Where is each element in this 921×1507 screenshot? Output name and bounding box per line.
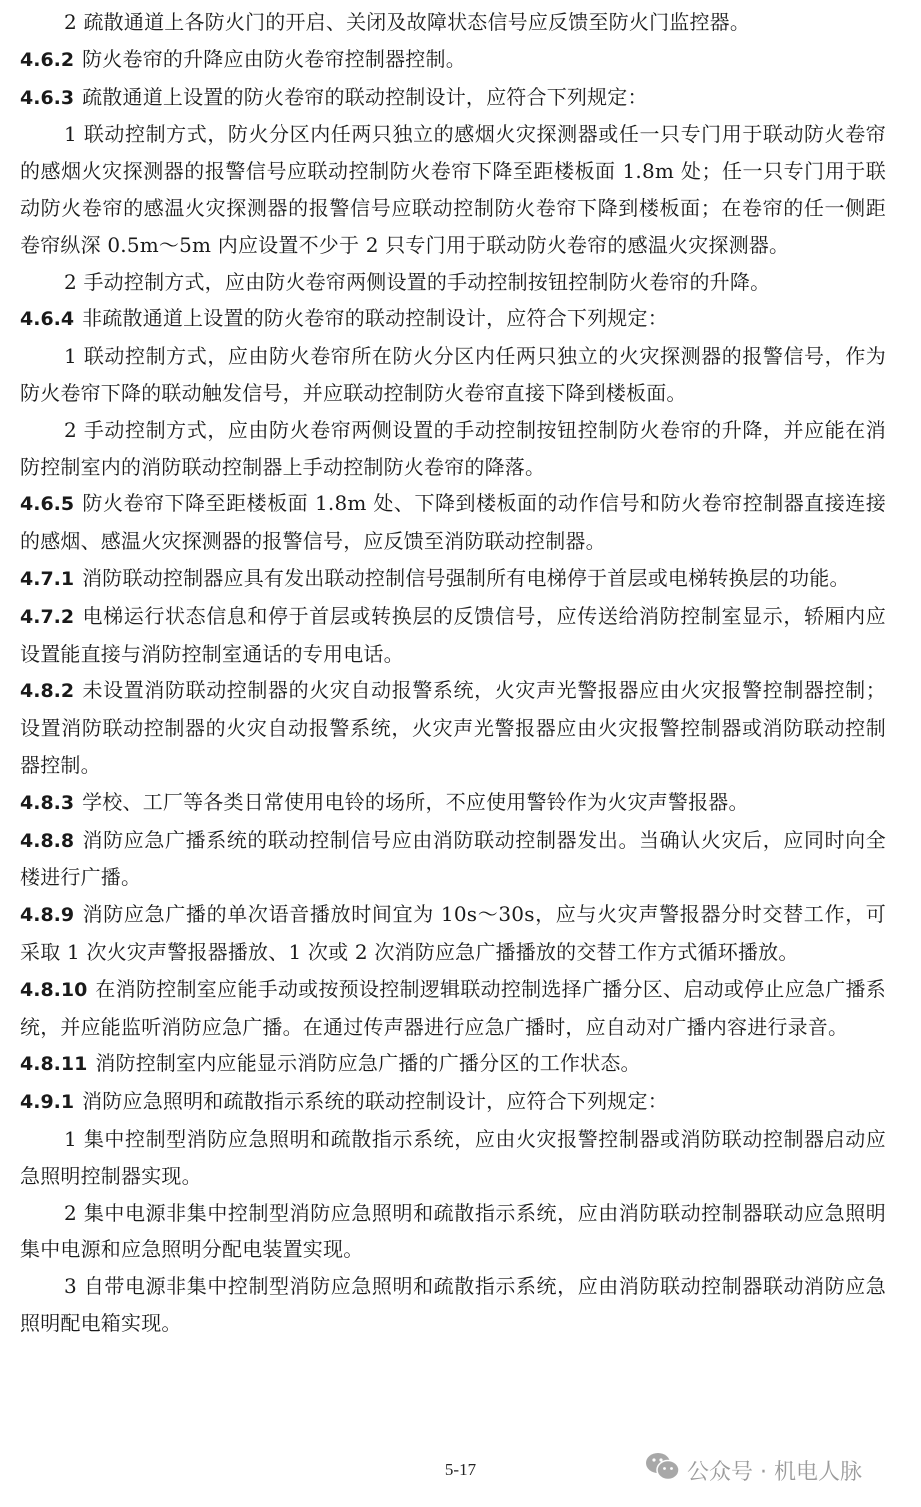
paragraph-text: 1 集中控制型消防应急照明和疏散指示系统，应由火灾报警控制器或消防联动控制器启动应急照明控制器实现。	[20, 1126, 886, 1188]
paragraph-text: 3 自带电源非集中控制型消防应急照明和疏散指示系统，应由消防联动控制器联动消防应急照明配电箱实现。	[20, 1274, 886, 1335]
clause-4-7-2	[20, 598, 886, 673]
paragraph-text: 2 疏散通道上各防火门的开启、关闭及故障状态信号应反馈至防火门监控器。	[64, 10, 751, 34]
item-4-6-3-2	[20, 264, 886, 301]
paragraph-text: 非疏散通道上设置的防火卷帘的联动控制设计，应符合下列规定：	[82, 306, 668, 331]
clause-4-8-11	[20, 1045, 886, 1083]
clause-4-6-3	[20, 79, 886, 117]
clause-4-6-5	[20, 485, 886, 560]
clause-4-8-8	[20, 822, 886, 897]
paragraph-text: 消防联动控制器应具有发出联动控制信号强制所有电梯停于首层或电梯转换层的功能。	[82, 565, 850, 590]
clause-number: 4.8.9	[20, 904, 75, 927]
clause-4-8-2	[20, 672, 886, 783]
item-4-6-4-2	[20, 412, 886, 486]
clause-4-6-4	[20, 300, 886, 338]
paragraph-text: 未设置消防联动控制器的火灾自动报警系统，火灾声光警报器应由火灾报警控制器控制；设置消防联动控制器的火灾自动报警系统，火灾声光警报器应由火灾报警控制器或消防联动控制器控制。	[20, 678, 886, 777]
clause-number: 4.8.11	[20, 1053, 88, 1076]
paragraph-text: 1 联动控制方式，防火分区内任两只独立的感烟火灾探测器或任一只专门用于联动防火卷帘的感烟火灾探测器的报警信号应联动控制防火卷帘下降至距楼板面 1.8m 处；任一只专门用于联动防火卷帘的感温火灾探测器的报警信号应联动控制防火卷帘下降到楼板面；在卷帘的任一侧距卷帘纵深 0.5m～5m 内应设置不少于 2 只专门用于联动防火卷帘的感温火灾探测器。	[20, 122, 886, 257]
paragraph-text: 消防应急照明和疏散指示系统的联动控制设计，应符合下列规定：	[82, 1089, 668, 1114]
clause-4-8-10	[20, 971, 886, 1046]
paragraph-text: 防火卷帘下降至距楼板面 1.8m 处、下降到楼板面的动作信号和防火卷帘控制器直接连接的感烟、感温火灾探测器的报警信号，应反馈至消防联动控制器。	[20, 491, 886, 554]
paragraph-text: 1 联动控制方式，应由防火卷帘所在防火分区内任两只独立的火灾探测器的报警信号，作为防火卷帘下降的联动触发信号，并应联动控制防火卷帘直接下降到楼板面。	[20, 344, 886, 405]
paragraph-text: 防火卷帘的升降应由防火卷帘控制器控制。	[82, 46, 466, 71]
clause-4-7-1	[20, 560, 886, 598]
clause-number: 4.6.2	[20, 48, 75, 71]
page-number: 5-17	[444, 1460, 477, 1479]
clause-4-9-1	[20, 1083, 886, 1121]
paragraph-text: 电梯运行状态信息和停于首层或转换层的反馈信号，应传送给消防控制室显示，轿厢内应设置能直接与消防控制室通话的专用电话。	[20, 603, 886, 666]
item-4-6-3-1	[20, 116, 886, 263]
clause-4-6-2	[20, 41, 886, 79]
clause-number: 4.6.4	[20, 308, 75, 331]
wechat-icon	[645, 1452, 681, 1488]
item-4-6-4-1	[20, 338, 886, 412]
item-4-9-1-1	[20, 1121, 886, 1195]
paragraph-text: 2 手动控制方式，应由防火卷帘两侧设置的手动控制按钮控制防火卷帘的升降，并应能在消防控制室内的消防联动控制器上手动控制防火卷帘的降落。	[20, 417, 886, 479]
item-4-6-1-2	[20, 4, 886, 41]
clause-number: 4.8.3	[20, 791, 75, 814]
clause-number: 4.8.8	[20, 829, 75, 852]
paragraph-text: 消防应急广播的单次语音播放时间宜为 10s～30s，应与火灾声警报器分时交替工作，可采取 1 次火灾声警报器播放、1 次或 2 次消防应急广播播放的交替工作方式循环播放。	[20, 902, 886, 964]
paragraph-text: 2 集中电源非集中控制型消防应急照明和疏散指示系统，应由消防联动控制器联动应急照明集中电源和应急照明分配电装置实现。	[20, 1200, 886, 1262]
clause-number: 4.7.2	[20, 605, 75, 628]
paragraph-text: 疏散通道上设置的防火卷帘的联动控制设计，应符合下列规定：	[82, 84, 648, 109]
clause-4-8-3	[20, 784, 886, 822]
clause-number: 4.7.1	[20, 567, 75, 590]
paragraph-text: 学校、工厂等各类日常使用电铃的场所，不应使用警铃作为火灾声警报器。	[82, 789, 749, 814]
item-4-9-1-2	[20, 1195, 886, 1269]
clause-number: 4.6.5	[20, 493, 75, 516]
item-4-9-1-3	[20, 1268, 886, 1342]
watermark-text: 公众号 · 机电人脉	[687, 1459, 862, 1485]
clause-number: 4.6.3	[20, 86, 75, 109]
clause-4-8-9	[20, 896, 886, 971]
paragraph-text: 2 手动控制方式，应由防火卷帘两侧设置的手动控制按钮控制防火卷帘的升降。	[64, 269, 771, 294]
watermark	[645, 1452, 862, 1488]
document-page	[20, 4, 886, 1342]
clause-number: 4.9.1	[20, 1091, 75, 1114]
clause-number: 4.8.10	[20, 978, 88, 1001]
paragraph-text: 在消防控制室应能手动或按预设控制逻辑联动控制选择广播分区、启动或停止应急广播系统，并应能监听消防应急广播。在通过传声器进行应急广播时，应自动对广播内容进行录音。	[20, 976, 886, 1039]
paragraph-text: 消防控制室内应能显示消防应急广播的广播分区的工作状态。	[95, 1051, 641, 1076]
paragraph-text: 消防应急广播系统的联动控制信号应由消防联动控制器发出。当确认火灾后，应同时向全楼进行广播。	[20, 827, 886, 890]
clause-number: 4.8.2	[20, 680, 75, 703]
